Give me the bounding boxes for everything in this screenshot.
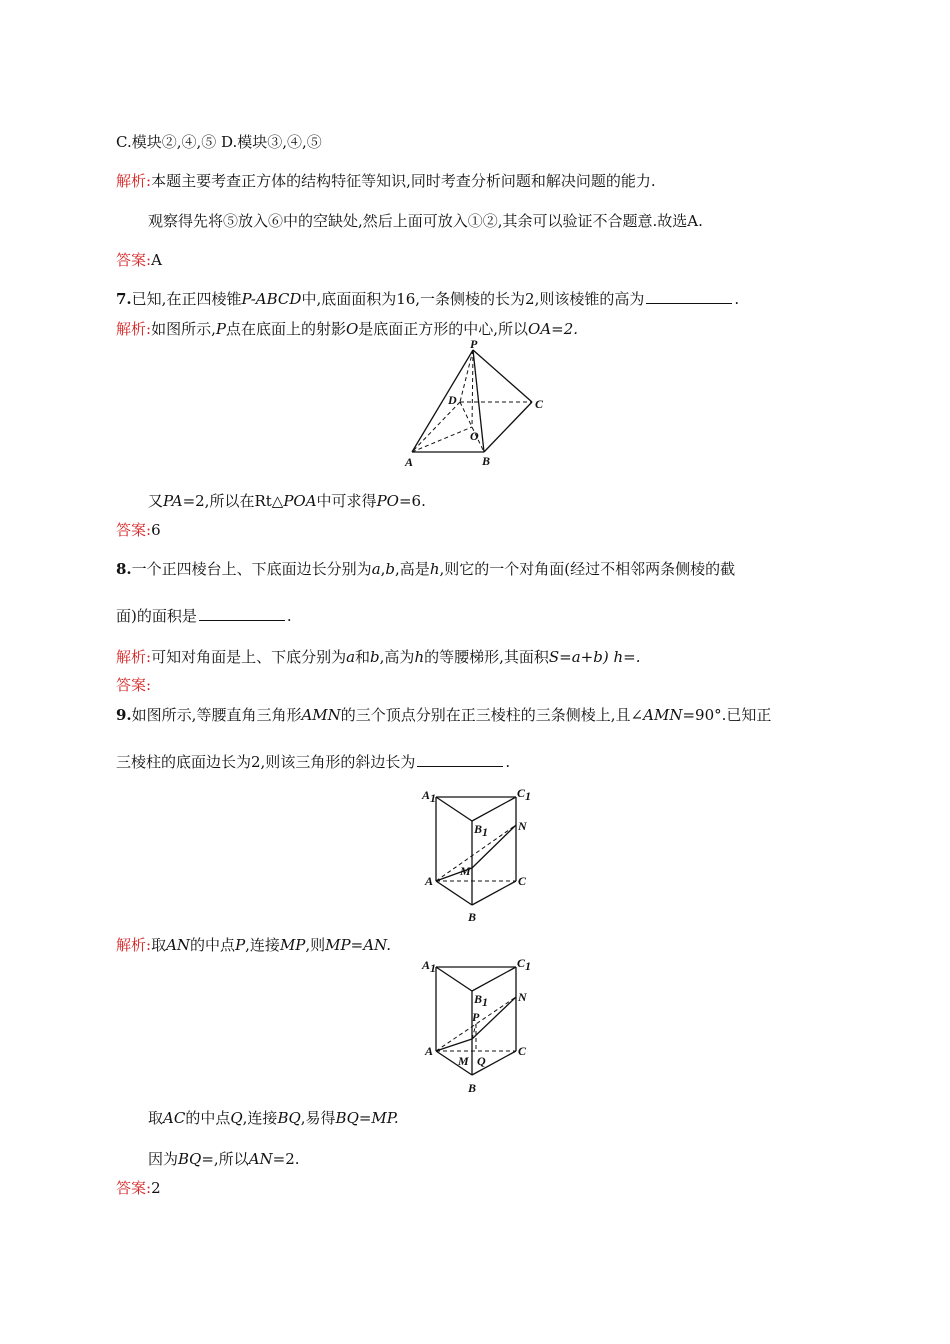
q9-stem: 9.如图所示,等腰直角三角形AMN的三个顶点分别在正三棱柱的三条侧棱上,且∠AMN=90°.已知正: [116, 706, 772, 724]
label-C1: C1: [517, 786, 532, 803]
label-A1: A1: [422, 788, 437, 805]
analysis-text: 本题主要考查正方体的结构特征等知识,同时考查分析问题和解决问题的能力.: [151, 172, 656, 190]
q6-analysis-2: 观察得先将⑤放入⑥中的空缺处,然后上面可放入①②,其余可以验证不合题意.故选A.: [148, 212, 703, 230]
answer-label: 答案:: [116, 1179, 152, 1197]
label-M: M: [460, 864, 471, 878]
analysis-label: 解析:: [116, 936, 152, 954]
label-C1: C1: [517, 956, 532, 973]
label-C: C: [535, 397, 544, 411]
label-N: N: [518, 819, 527, 833]
analysis-label: 解析:: [116, 320, 152, 338]
label-B: B: [468, 1081, 477, 1095]
question-number: 7.: [116, 290, 132, 308]
q8-answer: [116, 675, 151, 695]
q8-analysis: 解析:可知对角面是上、下底分别为a和b,高为h的等腰梯形,其面积S=a+b) h=.: [116, 648, 641, 666]
label-O: O: [470, 429, 479, 443]
q7-analysis-2: 又PA=2,所以在Rt△POA中可求得PO=6.: [148, 492, 426, 510]
q7-analysis: 解析:如图所示,P点在底面上的射影O是底面正方形的中心,所以OA=2.: [116, 320, 579, 338]
label-A: A: [425, 874, 434, 888]
answer-blank: [417, 752, 503, 767]
label-B: B: [482, 454, 491, 468]
q9-analysis: 解析:取AN的中点P,连接MP,则MP=AN.: [116, 936, 391, 954]
label-A1: A1: [422, 958, 437, 975]
q6-answer: [116, 250, 162, 270]
answer-value: A: [151, 251, 162, 269]
q8-stem-2: 面)的面积是 .: [116, 607, 292, 625]
label-N: N: [518, 990, 527, 1004]
analysis-label: 解析:: [116, 648, 152, 666]
label-B: B: [468, 910, 477, 924]
label-C: C: [518, 1044, 527, 1058]
label-M: M: [458, 1054, 469, 1068]
label-A: A: [405, 455, 414, 469]
prism-figure-1: [420, 785, 540, 930]
label-D: D: [448, 393, 457, 407]
answer-label: 答案:: [116, 521, 152, 539]
q8-stem: 8.一个正四棱台上、下底面边长分别为a,b,高是h,则它的一个对角面(经过不相邻两条侧棱的截: [116, 560, 736, 578]
options-cd: C.模块②,④,⑤ D.模块③,④,⑤: [116, 133, 322, 151]
q9-answer: [116, 1178, 161, 1198]
label-Q: Q: [477, 1054, 486, 1068]
answer-value: 2: [151, 1179, 161, 1197]
q9-stem-2: 三棱柱的底面边长为2,则该三角形的斜边长为 .: [116, 753, 511, 771]
label-P: P: [470, 337, 478, 351]
question-number: 9.: [116, 706, 132, 724]
label-B1: B1: [474, 822, 489, 839]
q7-answer: [116, 520, 161, 540]
analysis-label: 解析:: [116, 172, 152, 190]
answer-label: 答案:: [116, 676, 152, 694]
q7-stem: 7.已知,在正四棱锥P-ABCD中,底面面积为16,一条侧棱的长为2,则该棱锥的高为 .: [116, 290, 740, 308]
pyramid-figure: [400, 338, 560, 473]
label-A: A: [425, 1044, 434, 1058]
answer-blank: [199, 606, 285, 621]
q9-analysis-2: 取AC的中点Q,连接BQ,易得BQ=MP.: [148, 1109, 399, 1127]
label-B1: B1: [474, 992, 489, 1009]
answer-label: 答案:: [116, 251, 152, 269]
label-C: C: [518, 874, 527, 888]
answer-blank: [646, 289, 732, 304]
question-number: 8.: [116, 560, 132, 578]
prism-figure-2: [420, 955, 540, 1100]
label-P: P: [472, 1010, 480, 1024]
q9-analysis-3: 因为BQ=,所以AN=2.: [148, 1150, 300, 1168]
answer-value: 6: [151, 521, 161, 539]
q6-analysis: [116, 171, 656, 191]
